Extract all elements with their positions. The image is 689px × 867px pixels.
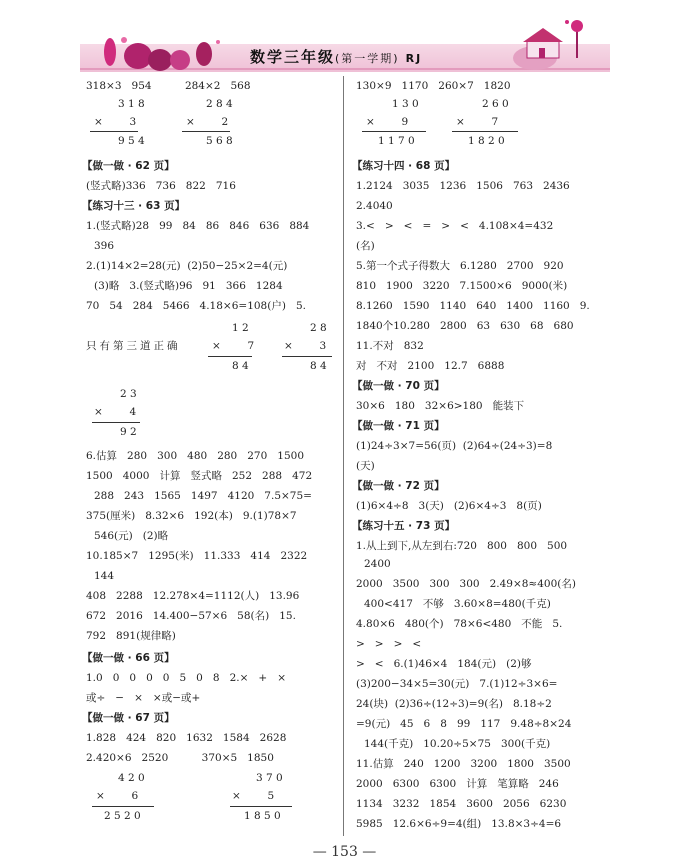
answer-line: 1.828 424 820 1632 1584 2628 bbox=[86, 732, 287, 744]
vertical-calc-line: × 5 bbox=[232, 790, 275, 802]
calc-rule bbox=[230, 806, 292, 807]
answer-line: 2400 bbox=[364, 558, 391, 570]
book-title: 数学三年级 bbox=[250, 48, 336, 66]
vertical-calc-line: × 2 bbox=[186, 116, 229, 128]
answer-line: 318×3 954 284×2 568 bbox=[86, 80, 251, 92]
answer-line: 130×9 1170 260×7 1820 bbox=[356, 80, 511, 92]
section-heading: 【做一做 · 70 页】 bbox=[352, 380, 445, 392]
vertical-calc-line: 2 8 4 bbox=[206, 98, 233, 110]
answer-line: (3)200−34×5=30(元) 7.(1)12÷3×6= bbox=[356, 678, 558, 690]
answer-line: 375(厘米) 8.32×6 192(本) 9.(1)78×7 bbox=[86, 510, 297, 522]
answer-line: 1840个10.280 2800 63 630 68 680 bbox=[356, 320, 574, 332]
vertical-calc-line: 1 8 5 0 bbox=[244, 810, 281, 822]
vertical-calc-line: 1 2 bbox=[232, 322, 249, 334]
section-heading: 【做一做 · 62 页】 bbox=[82, 160, 175, 172]
calc-rule bbox=[92, 806, 154, 807]
answer-line: 1500 4000 计算 竖式略 252 288 472 bbox=[86, 470, 313, 482]
section-heading: 【做一做 · 66 页】 bbox=[82, 652, 175, 664]
answer-line: > < 6.(1)46×4 184(元) (2)够 bbox=[356, 658, 532, 670]
vertical-calc-line: × 3 bbox=[284, 340, 327, 352]
page-number: — 153 — bbox=[312, 844, 377, 860]
answer-line: 8.1260 1590 1140 640 1400 1160 9. bbox=[356, 300, 590, 312]
vertical-calc-line: 4 2 0 bbox=[118, 772, 145, 784]
calc-rule bbox=[282, 356, 332, 357]
answer-line: 1.0 0 0 0 0 5 0 8 2.× + × bbox=[86, 672, 287, 684]
answer-line: 1134 3232 1854 3600 2056 6230 bbox=[356, 798, 567, 810]
vertical-calc-line: × 7 bbox=[456, 116, 499, 128]
vertical-calc-line: 1 1 7 0 bbox=[378, 135, 415, 147]
answer-line: 546(元) (2)略 bbox=[94, 530, 169, 542]
vertical-calc-line: 2 8 bbox=[310, 322, 327, 334]
answer-line: 70 54 284 5466 4.18×6=108(户) 5. bbox=[86, 300, 306, 312]
answer-line: 288 243 1565 1497 4120 7.5×75= bbox=[94, 490, 312, 502]
section-heading: 【练习十四 · 68 页】 bbox=[352, 160, 456, 172]
answer-line: 810 1900 3220 7.1500×6 9000(米) bbox=[356, 280, 568, 292]
answer-line: 6.估算 280 300 480 280 270 1500 bbox=[86, 450, 305, 462]
vertical-calc-line: 3 1 8 bbox=[118, 98, 145, 110]
vertical-calc-line: 1 8 2 0 bbox=[468, 135, 505, 147]
answer-line: 2.420×6 2520 370×5 1850 bbox=[86, 752, 274, 764]
answer-line: 2000 6300 6300 计算 笔算略 246 bbox=[356, 778, 559, 790]
answer-line: (天) bbox=[356, 460, 375, 472]
vertical-calc-line: 1 3 0 bbox=[392, 98, 419, 110]
section-heading: 【练习十五 · 73 页】 bbox=[352, 520, 456, 532]
vertical-calc-line: × 4 bbox=[94, 406, 137, 418]
vertical-calc-line: 8 4 bbox=[310, 360, 327, 372]
vertical-calc-line: 2 5 2 0 bbox=[104, 810, 141, 822]
answer-line: (1)24÷3×7=56(页) (2)64÷(24÷3)=8 bbox=[356, 440, 553, 452]
answer-line: 11.不对 832 bbox=[356, 340, 424, 352]
answer-line: 144 bbox=[94, 570, 115, 582]
column-divider bbox=[343, 76, 344, 836]
answer-line: 1.2124 3035 1236 1506 763 2436 bbox=[356, 180, 570, 192]
vertical-calc-line: 3 7 0 bbox=[256, 772, 283, 784]
answer-line: > > > < bbox=[356, 638, 422, 650]
header-title bbox=[250, 46, 422, 67]
answer-line: (3)略 3.(竖式略)96 91 366 1284 bbox=[94, 280, 283, 292]
calc-rule bbox=[92, 422, 140, 423]
section-heading: 【做一做 · 72 页】 bbox=[352, 480, 445, 492]
answer-line: 24(块) (2)36÷(12÷3)=9(名) 8.18÷2 bbox=[356, 698, 552, 710]
answer-line: 1.(竖式略)28 99 84 86 846 636 884 bbox=[86, 220, 310, 232]
calc-rule bbox=[182, 131, 230, 132]
answer-line: 5.第一个式子得数大 6.1280 2700 920 bbox=[356, 260, 564, 272]
vertical-calc-line: × 6 bbox=[96, 790, 139, 802]
answer-line: (名) bbox=[356, 240, 375, 252]
answer-line: 1.从上到下,从左到右:720 800 800 500 bbox=[356, 540, 568, 552]
answer-line: 400<417 不够 3.60×8=480(千克) bbox=[364, 598, 551, 610]
answer-line: 或÷ − × ×或−或+ bbox=[86, 692, 201, 704]
vertical-calc-line: × 9 bbox=[366, 116, 409, 128]
section-heading: 【做一做 · 67 页】 bbox=[82, 712, 175, 724]
answer-line: 408 2288 12.278×4=1112(人) 13.96 bbox=[86, 590, 300, 602]
house-tree-decoration-icon bbox=[505, 14, 605, 74]
answer-line: 3.< > < = > < 4.108×4=432 bbox=[356, 220, 554, 232]
answer-line: =9(元) 45 6 8 99 117 9.48÷8×24 bbox=[356, 718, 572, 730]
calc-rule bbox=[90, 131, 138, 132]
calc-rule bbox=[362, 131, 426, 132]
answer-line: 396 bbox=[94, 240, 115, 252]
answer-line: 2.4040 bbox=[356, 200, 393, 212]
book-edition: RJ bbox=[405, 52, 423, 65]
answer-line: 10.185×7 1295(米) 11.333 414 2322 bbox=[86, 550, 308, 562]
page-header bbox=[0, 0, 689, 80]
section-heading: 【做一做 · 71 页】 bbox=[352, 420, 445, 432]
answer-line: 30×6 180 32×6>180 能装下 bbox=[356, 400, 525, 412]
answer-line: 4.80×6 480(个) 78×6<480 不能 5. bbox=[356, 618, 563, 630]
flower-bunny-decoration-icon bbox=[80, 30, 230, 76]
answer-line: (竖式略)336 736 822 716 bbox=[86, 180, 236, 192]
answer-line: 只有第三道正确 bbox=[86, 340, 181, 352]
calc-rule bbox=[452, 131, 518, 132]
answer-line: 11.估算 240 1200 3200 1800 3500 bbox=[356, 758, 571, 770]
vertical-calc-line: 9 5 4 bbox=[118, 135, 145, 147]
vertical-calc-line: 2 6 0 bbox=[482, 98, 509, 110]
vertical-calc-line: 5 6 8 bbox=[206, 135, 233, 147]
vertical-calc-line: 9 2 bbox=[120, 426, 137, 438]
vertical-calc-line: × 7 bbox=[212, 340, 255, 352]
answer-line: 5985 12.6×6÷9=4(组) 13.8×3÷4=6 bbox=[356, 818, 562, 830]
answer-line: 792 891(规律略) bbox=[86, 630, 176, 642]
vertical-calc-line: 2 3 bbox=[120, 388, 137, 400]
answer-line: 144(千克) 10.20÷5×75 300(千克) bbox=[364, 738, 551, 750]
book-term: (第一学期) bbox=[335, 52, 400, 65]
answer-line: 2.(1)14×2=28(元) (2)50−25×2=4(元) bbox=[86, 260, 288, 272]
answer-line: 对 不对 2100 12.7 6888 bbox=[356, 360, 505, 372]
answer-line: (1)6×4÷8 3(天) (2)6×4÷3 8(页) bbox=[356, 500, 542, 512]
section-heading: 【练习十三 · 63 页】 bbox=[82, 200, 186, 212]
answer-line: 2000 3500 300 300 2.49×8≈400(名) bbox=[356, 578, 576, 590]
vertical-calc-line: 8 4 bbox=[232, 360, 249, 372]
vertical-calc-line: × 3 bbox=[94, 116, 137, 128]
answer-line: 672 2016 14.400−57×6 58(名) 15. bbox=[86, 610, 296, 622]
calc-rule bbox=[208, 356, 252, 357]
